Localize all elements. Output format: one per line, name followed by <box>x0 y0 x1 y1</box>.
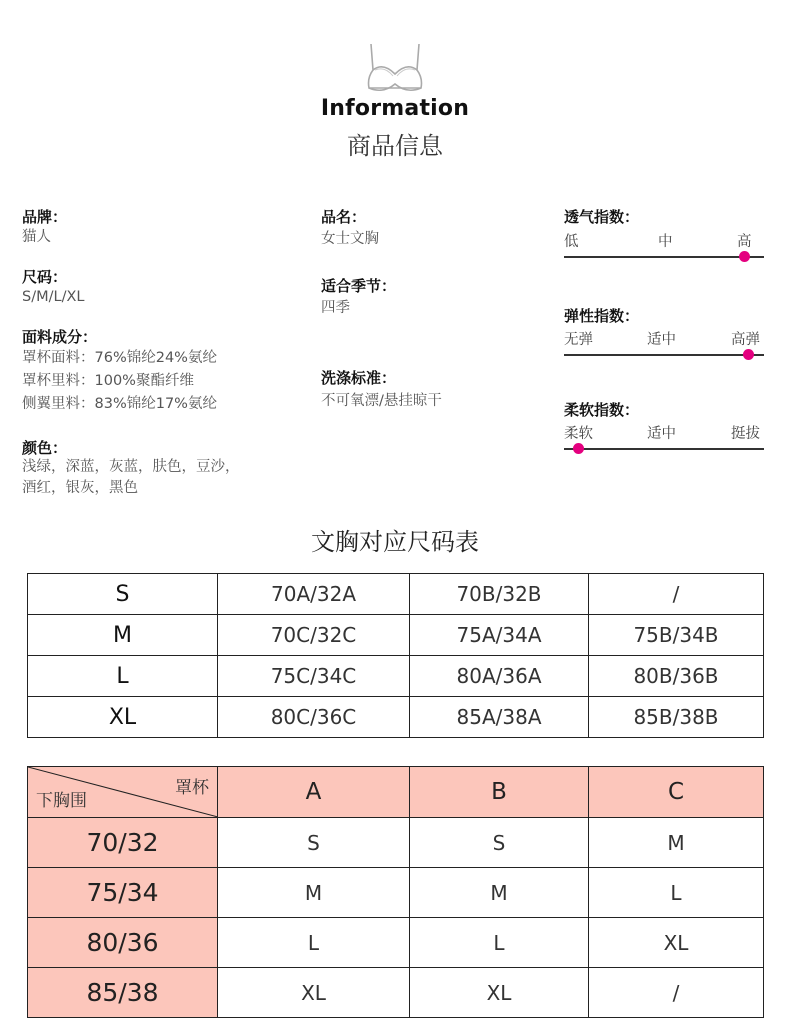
size-map-cell: 75C/34C <box>218 656 410 697</box>
color-label: 颜色： <box>22 439 68 457</box>
cup-table <box>27 766 764 1018</box>
size-cell: XL <box>28 697 218 738</box>
corner-cup-label: 罩杯 <box>175 778 209 798</box>
corner-band-label: 下胸围 <box>36 791 87 811</box>
softness-high: 挺拔 <box>731 426 760 442</box>
breathability-title: 透气指数： <box>564 208 640 226</box>
info-title-cn: 商品信息 <box>347 132 443 160</box>
size-map-cell: 70C/32C <box>218 615 410 656</box>
size-cell: S <box>28 574 218 615</box>
elasticity-mid: 适中 <box>647 332 676 348</box>
breathability-scale <box>564 256 764 258</box>
band-cell: 85/38 <box>28 968 218 1018</box>
size-cell: L <box>28 656 218 697</box>
fabric-line: 罩杯里料：100%聚酯纤维 <box>22 373 194 389</box>
table-row <box>28 918 764 968</box>
size-map-cell: 80C/36C <box>218 697 410 738</box>
softness-scale <box>564 448 764 450</box>
size-map-cell: 75B/34B <box>589 615 764 656</box>
name-value: 女士文胸 <box>321 231 379 247</box>
color-line: 酒红，银灰，黑色 <box>22 480 138 496</box>
size-map-cell: / <box>589 574 764 615</box>
breathability-marker <box>739 251 750 262</box>
cup-size-cell: XL <box>589 918 764 968</box>
breathability-low: 低 <box>564 234 579 250</box>
elasticity-marker <box>743 349 754 360</box>
wash-label: 洗涤标准： <box>321 369 397 387</box>
size-cell: M <box>28 615 218 656</box>
fabric-line: 罩杯面料：76%锦纶24%氨纶 <box>22 350 217 366</box>
softness-low: 柔软 <box>564 426 593 442</box>
elasticity-low: 无弹 <box>564 332 593 348</box>
size-map-cell: 80B/36B <box>589 656 764 697</box>
softness-mid: 适中 <box>647 426 676 442</box>
table-row <box>28 656 764 697</box>
table-row <box>28 697 764 738</box>
band-cell: 75/34 <box>28 868 218 918</box>
table-row <box>28 818 764 868</box>
bra-outline-icon <box>363 40 427 96</box>
brand-value: 猫人 <box>22 229 51 245</box>
table-row <box>28 868 764 918</box>
elasticity-high: 高弹 <box>731 332 760 348</box>
size-map-cell: 75A/34A <box>410 615 589 656</box>
season-value: 四季 <box>321 300 350 316</box>
fabric-label: 面料成分： <box>22 328 98 346</box>
wash-value: 不可氧漂/悬挂晾干 <box>321 393 442 409</box>
table-row <box>28 968 764 1018</box>
softness-title: 柔软指数： <box>564 401 640 419</box>
elasticity-title: 弹性指数： <box>564 307 640 325</box>
cup-size-cell: L <box>410 918 589 968</box>
cup-size-cell: S <box>218 818 410 868</box>
elasticity-scale <box>564 354 764 356</box>
table-header-row <box>28 767 764 818</box>
size-map-cell: 85A/38A <box>410 697 589 738</box>
cup-size-cell: S <box>410 818 589 868</box>
size-label: 尺码： <box>22 268 68 286</box>
cup-size-cell: L <box>589 868 764 918</box>
brand-label: 品牌： <box>22 208 68 226</box>
cup-header: C <box>589 767 764 818</box>
breathability-high: 高 <box>737 234 752 250</box>
breathability-mid: 中 <box>658 234 673 250</box>
cup-size-cell: L <box>218 918 410 968</box>
cup-size-cell: / <box>589 968 764 1018</box>
name-label: 品名： <box>321 208 367 226</box>
size-value: S/M/L/XL <box>22 289 85 305</box>
info-title-en: Information <box>320 96 470 121</box>
table-row <box>28 574 764 615</box>
color-line: 浅绿，深蓝，灰蓝，肤色，豆沙， <box>22 459 240 475</box>
band-cell: 70/32 <box>28 818 218 868</box>
softness-marker <box>573 443 584 454</box>
cup-size-cell: XL <box>410 968 589 1018</box>
size-map-cell: 70A/32A <box>218 574 410 615</box>
cup-header: B <box>410 767 589 818</box>
cup-size-cell: M <box>218 868 410 918</box>
cup-size-cell: XL <box>218 968 410 1018</box>
fabric-line: 侧翼里料：83%锦纶17%氨纶 <box>22 396 217 412</box>
size-map-cell: 70B/32B <box>410 574 589 615</box>
cup-header: A <box>218 767 410 818</box>
season-label: 适合季节： <box>321 277 397 295</box>
cup-size-cell: M <box>410 868 589 918</box>
table-row <box>28 615 764 656</box>
size-table <box>27 573 764 738</box>
size-map-cell: 85B/38B <box>589 697 764 738</box>
size-table-title: 文胸对应尺码表 <box>311 528 479 556</box>
band-cell: 80/36 <box>28 918 218 968</box>
size-map-cell: 80A/36A <box>410 656 589 697</box>
corner-cell <box>28 767 218 818</box>
cup-size-cell: M <box>589 818 764 868</box>
